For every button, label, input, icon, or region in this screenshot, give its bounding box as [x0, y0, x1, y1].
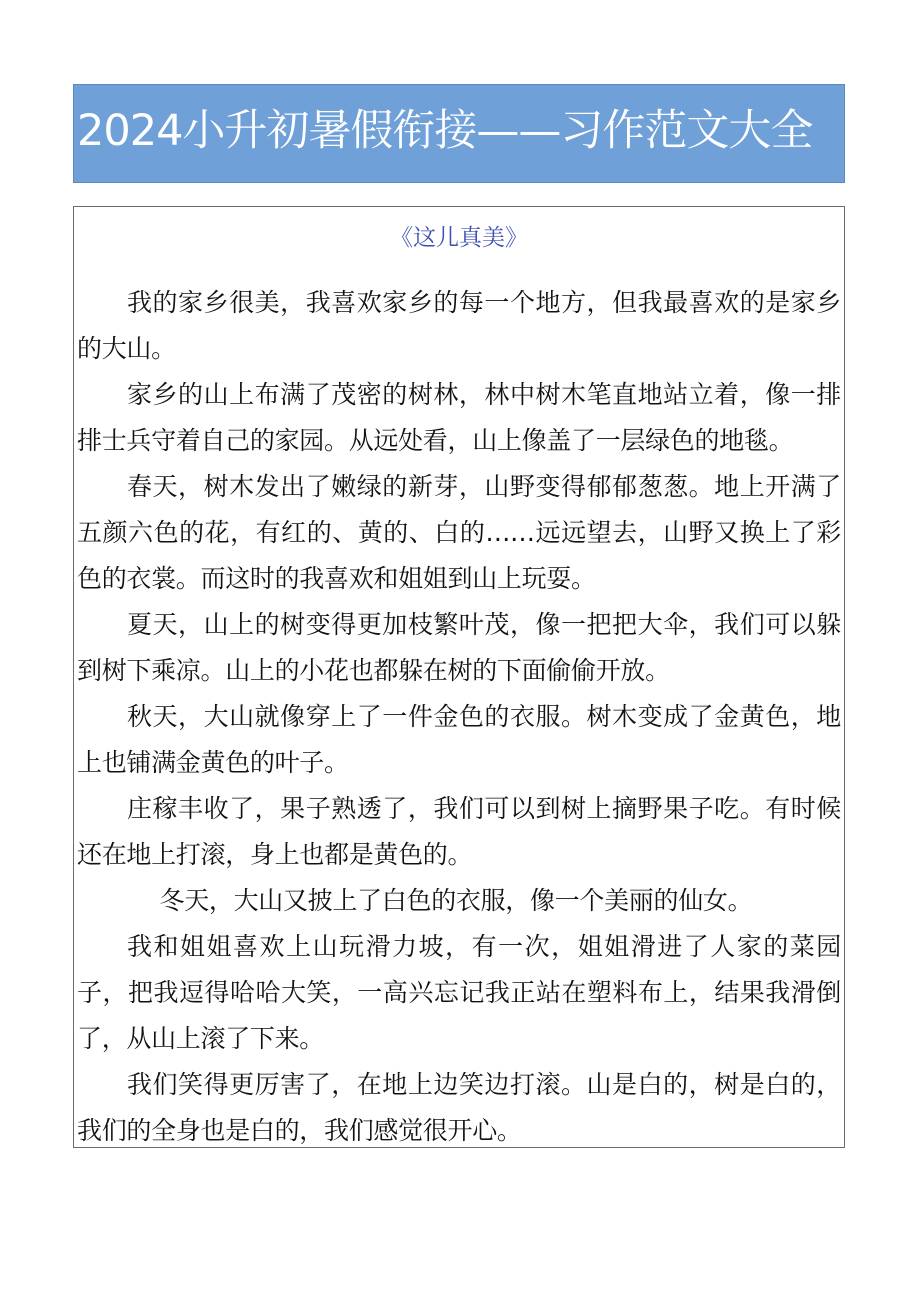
page-title: 2024小升初暑假衔接——习作范文大全	[77, 106, 813, 156]
paragraph: 夏天，山上的树变得更加枝繁叶茂，像一把把大伞，我们可以躲到树下乘凉。山上的小花也都躲在树的下面偷偷开放。	[77, 610, 841, 685]
essay-title: 《这儿真美》	[390, 225, 528, 251]
paragraph: 我的家乡很美，我喜欢家乡的每一个地方，但我最喜欢的是家乡的大山。	[77, 288, 841, 363]
paragraph: 冬天，大山又披上了白色的衣服，像一个美丽的仙女。	[159, 886, 753, 915]
paragraph: 庄稼丰收了，果子熟透了，我们可以到树上摘野果子吃。有时候还在地上打滚，身上也都是黄色的。	[77, 794, 841, 869]
paragraph: 春天，树木发出了嫩绿的新芽，山野变得郁郁葱葱。地上开满了五颜六色的花，有红的、黄的、白的……远远望去，山野又换上了彩色的衣裳。而这时的我喜欢和姐姐到山上玩耍。	[77, 472, 841, 593]
paragraph: 我和姐姐喜欢上山玩滑力坡，有一次，姐姐滑进了人家的菜园子，把我逗得哈哈大笑，一高兴忘记我正站在塑料布上，结果我滑倒了，从山上滚了下来。	[77, 932, 841, 1053]
title-banner	[73, 84, 845, 183]
essay-box	[73, 206, 845, 1148]
paragraph: 家乡的山上布满了茂密的树林，林中树木笔直地站立着，像一排排士兵守着自己的家园。从远处看，山上像盖了一层绿色的地毯。	[77, 380, 841, 455]
essay-body	[77, 280, 841, 1154]
paragraph: 我们笑得更厉害了，在地上边笑边打滚。山是白的，树是白的，我们的全身也是白的，我们感觉很开心。	[77, 1070, 841, 1145]
paragraph: 秋天，大山就像穿上了一件金色的衣服。树木变成了金黄色，地上也铺满金黄色的叶子。	[77, 702, 841, 777]
